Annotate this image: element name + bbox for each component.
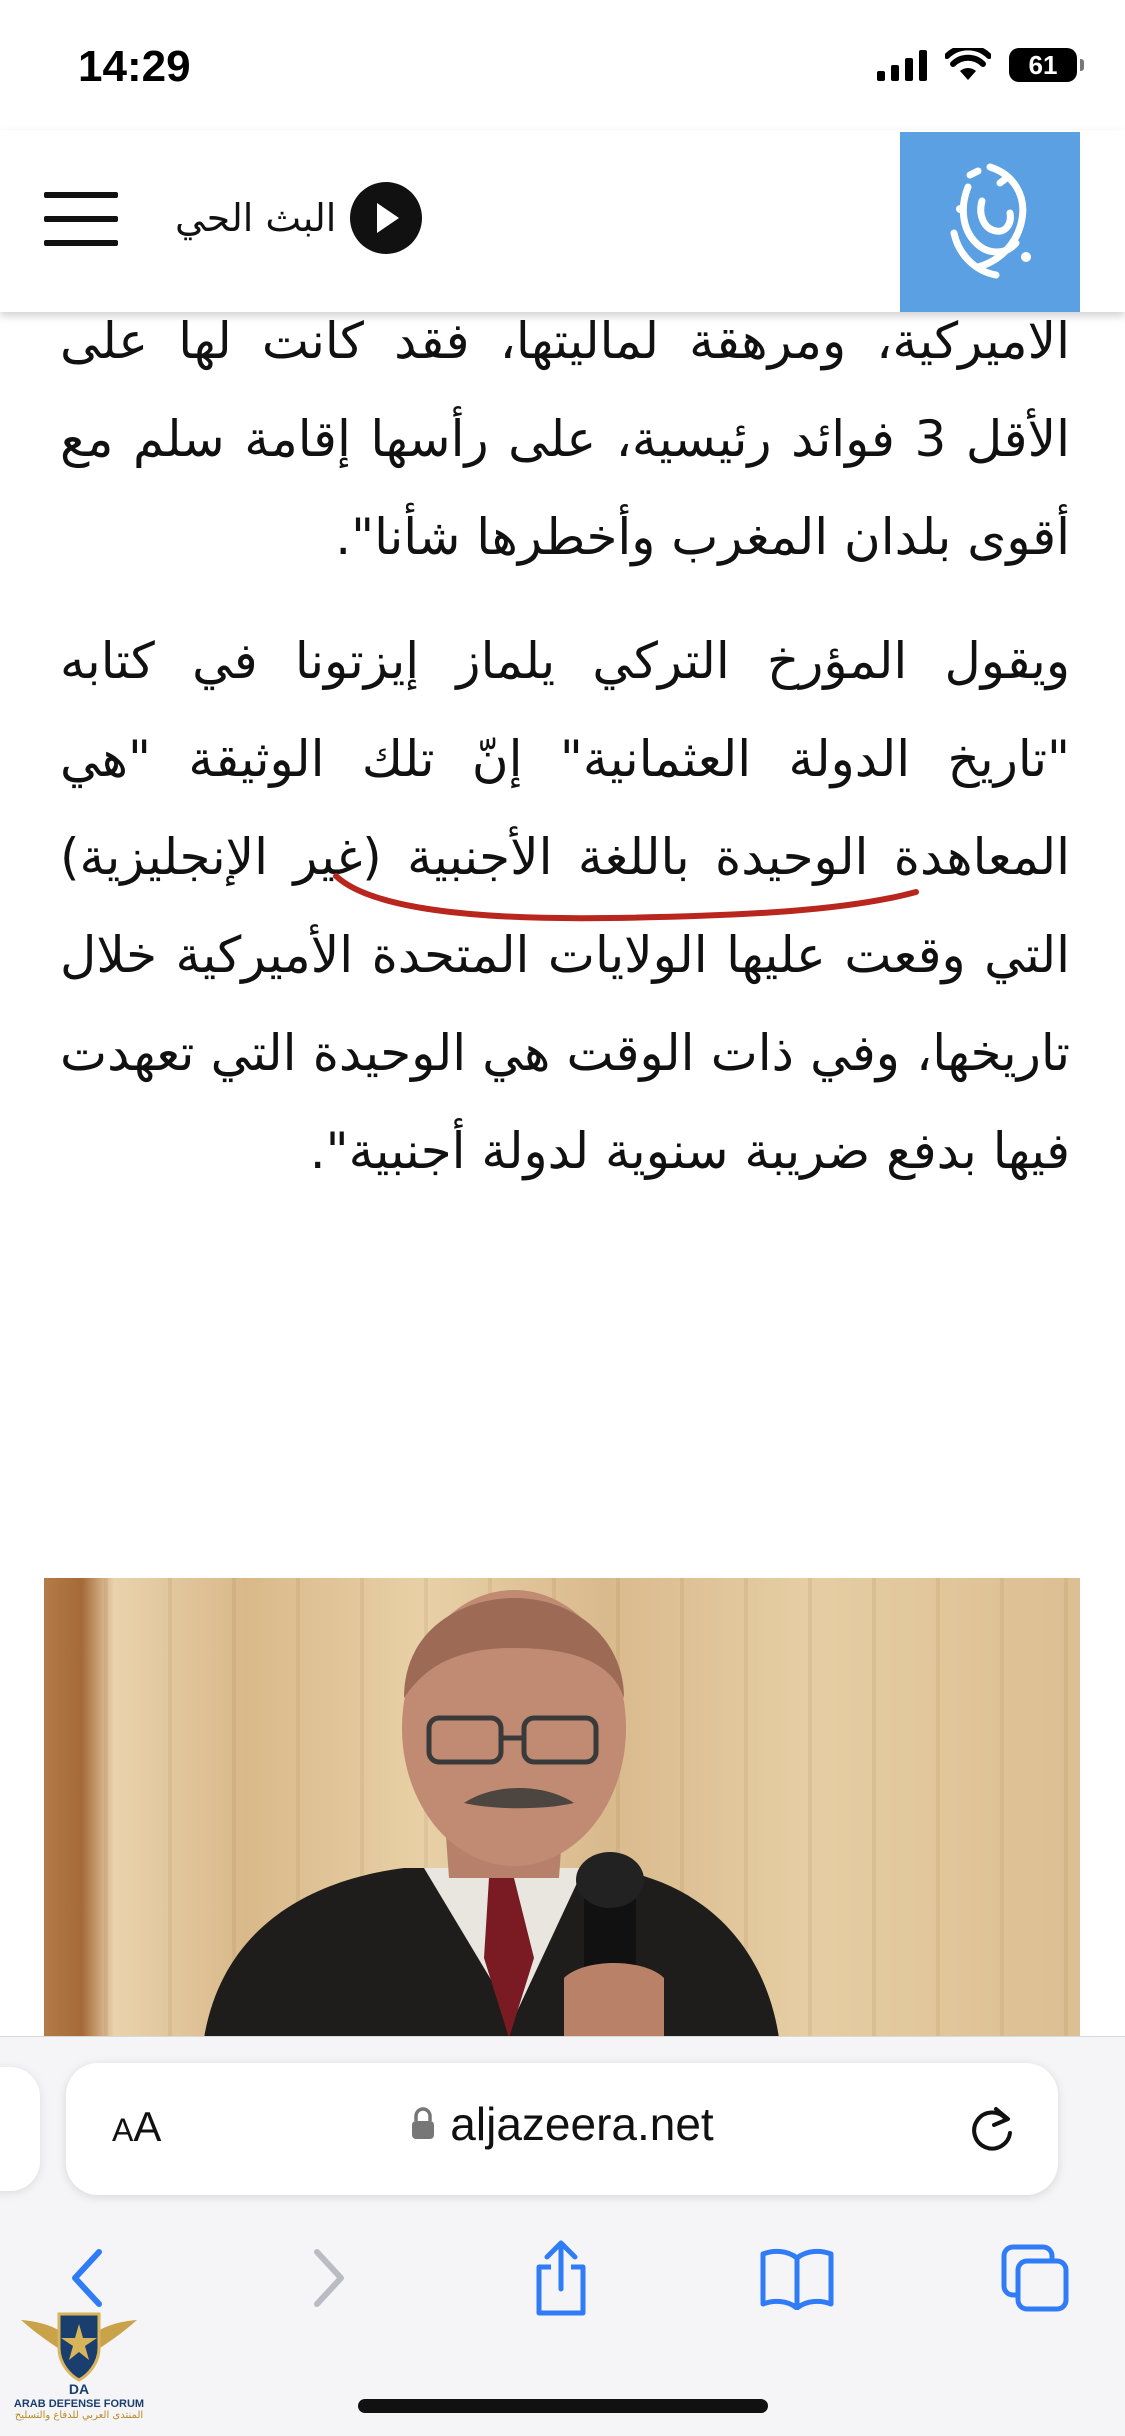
lock-icon: [410, 2107, 436, 2141]
forum-name: ARAB DEFENSE FORUM: [13, 2398, 145, 2410]
status-indicators: [877, 48, 1077, 82]
forum-name-arabic: المنتدى العربي للدفاع والتسليح: [14, 2410, 144, 2421]
text-size-button[interactable]: AA: [112, 2103, 162, 2150]
site-header: [0, 130, 1125, 312]
status-bar: [0, 0, 1125, 130]
tabs-icon[interactable]: [990, 2233, 1080, 2323]
aljazeera-logo[interactable]: [900, 132, 1080, 312]
article-paragraph: الاميركية، ومرهقة لماليتها، فقد كانت لها على الأقل 3 فوائد رئيسية، على رأسها إقامة سلم مع أقوى بلدان المغرب وأخطرها شأنا".: [60, 312, 1070, 566]
reload-icon[interactable]: [966, 2101, 1018, 2157]
bookmarks-icon[interactable]: [752, 2233, 842, 2323]
forum-badge: DA: [68, 2381, 90, 2396]
cellular-signal-icon: [877, 49, 927, 81]
live-stream-button[interactable]: [175, 182, 422, 254]
share-icon[interactable]: [516, 2233, 606, 2323]
previous-tab-pill[interactable]: [0, 2067, 40, 2191]
forum-watermark: [4, 2300, 154, 2436]
forward-icon[interactable]: [284, 2233, 374, 2323]
address-bar[interactable]: [66, 2063, 1058, 2195]
url-text: aljazeera.net: [450, 2098, 714, 2150]
person-photo: [44, 1578, 1080, 2038]
hamburger-icon[interactable]: [44, 192, 118, 246]
live-label: البث الحي: [175, 196, 337, 240]
forum-emblem-icon: [19, 2300, 139, 2396]
article-paragraph: ويقول المؤرخ التركي يلماز إيزتونا في كتابه "تاريخ الدولة العثمانية" إنّ تلك الوثيقة "هي المعاهدة الوحيدة باللغة الأجنبية (غير الإنجليزية) التي وقعت عليها الولايات المتحدة الأميركية خلال تاريخها، وفي ذات الوقت هي الوحيدة التي تعهدت فيها بدفع ضريبة سنوية لدولة أجنبية".: [60, 632, 1070, 1180]
wifi-icon: [945, 48, 991, 82]
battery-level: 61: [1028, 49, 1058, 80]
status-time: 14:29: [78, 42, 191, 91]
home-indicator: [358, 2399, 768, 2413]
battery-icon: [1009, 48, 1077, 82]
article-photo[interactable]: [44, 1578, 1080, 2038]
url-display[interactable]: [66, 2097, 1058, 2151]
browser-toolbar: [0, 2036, 1125, 2436]
aljazeera-logo-mark: [930, 157, 1050, 287]
play-icon: [350, 182, 422, 254]
article-body: [60, 292, 1070, 1226]
browser-nav-row: [0, 2233, 1125, 2353]
